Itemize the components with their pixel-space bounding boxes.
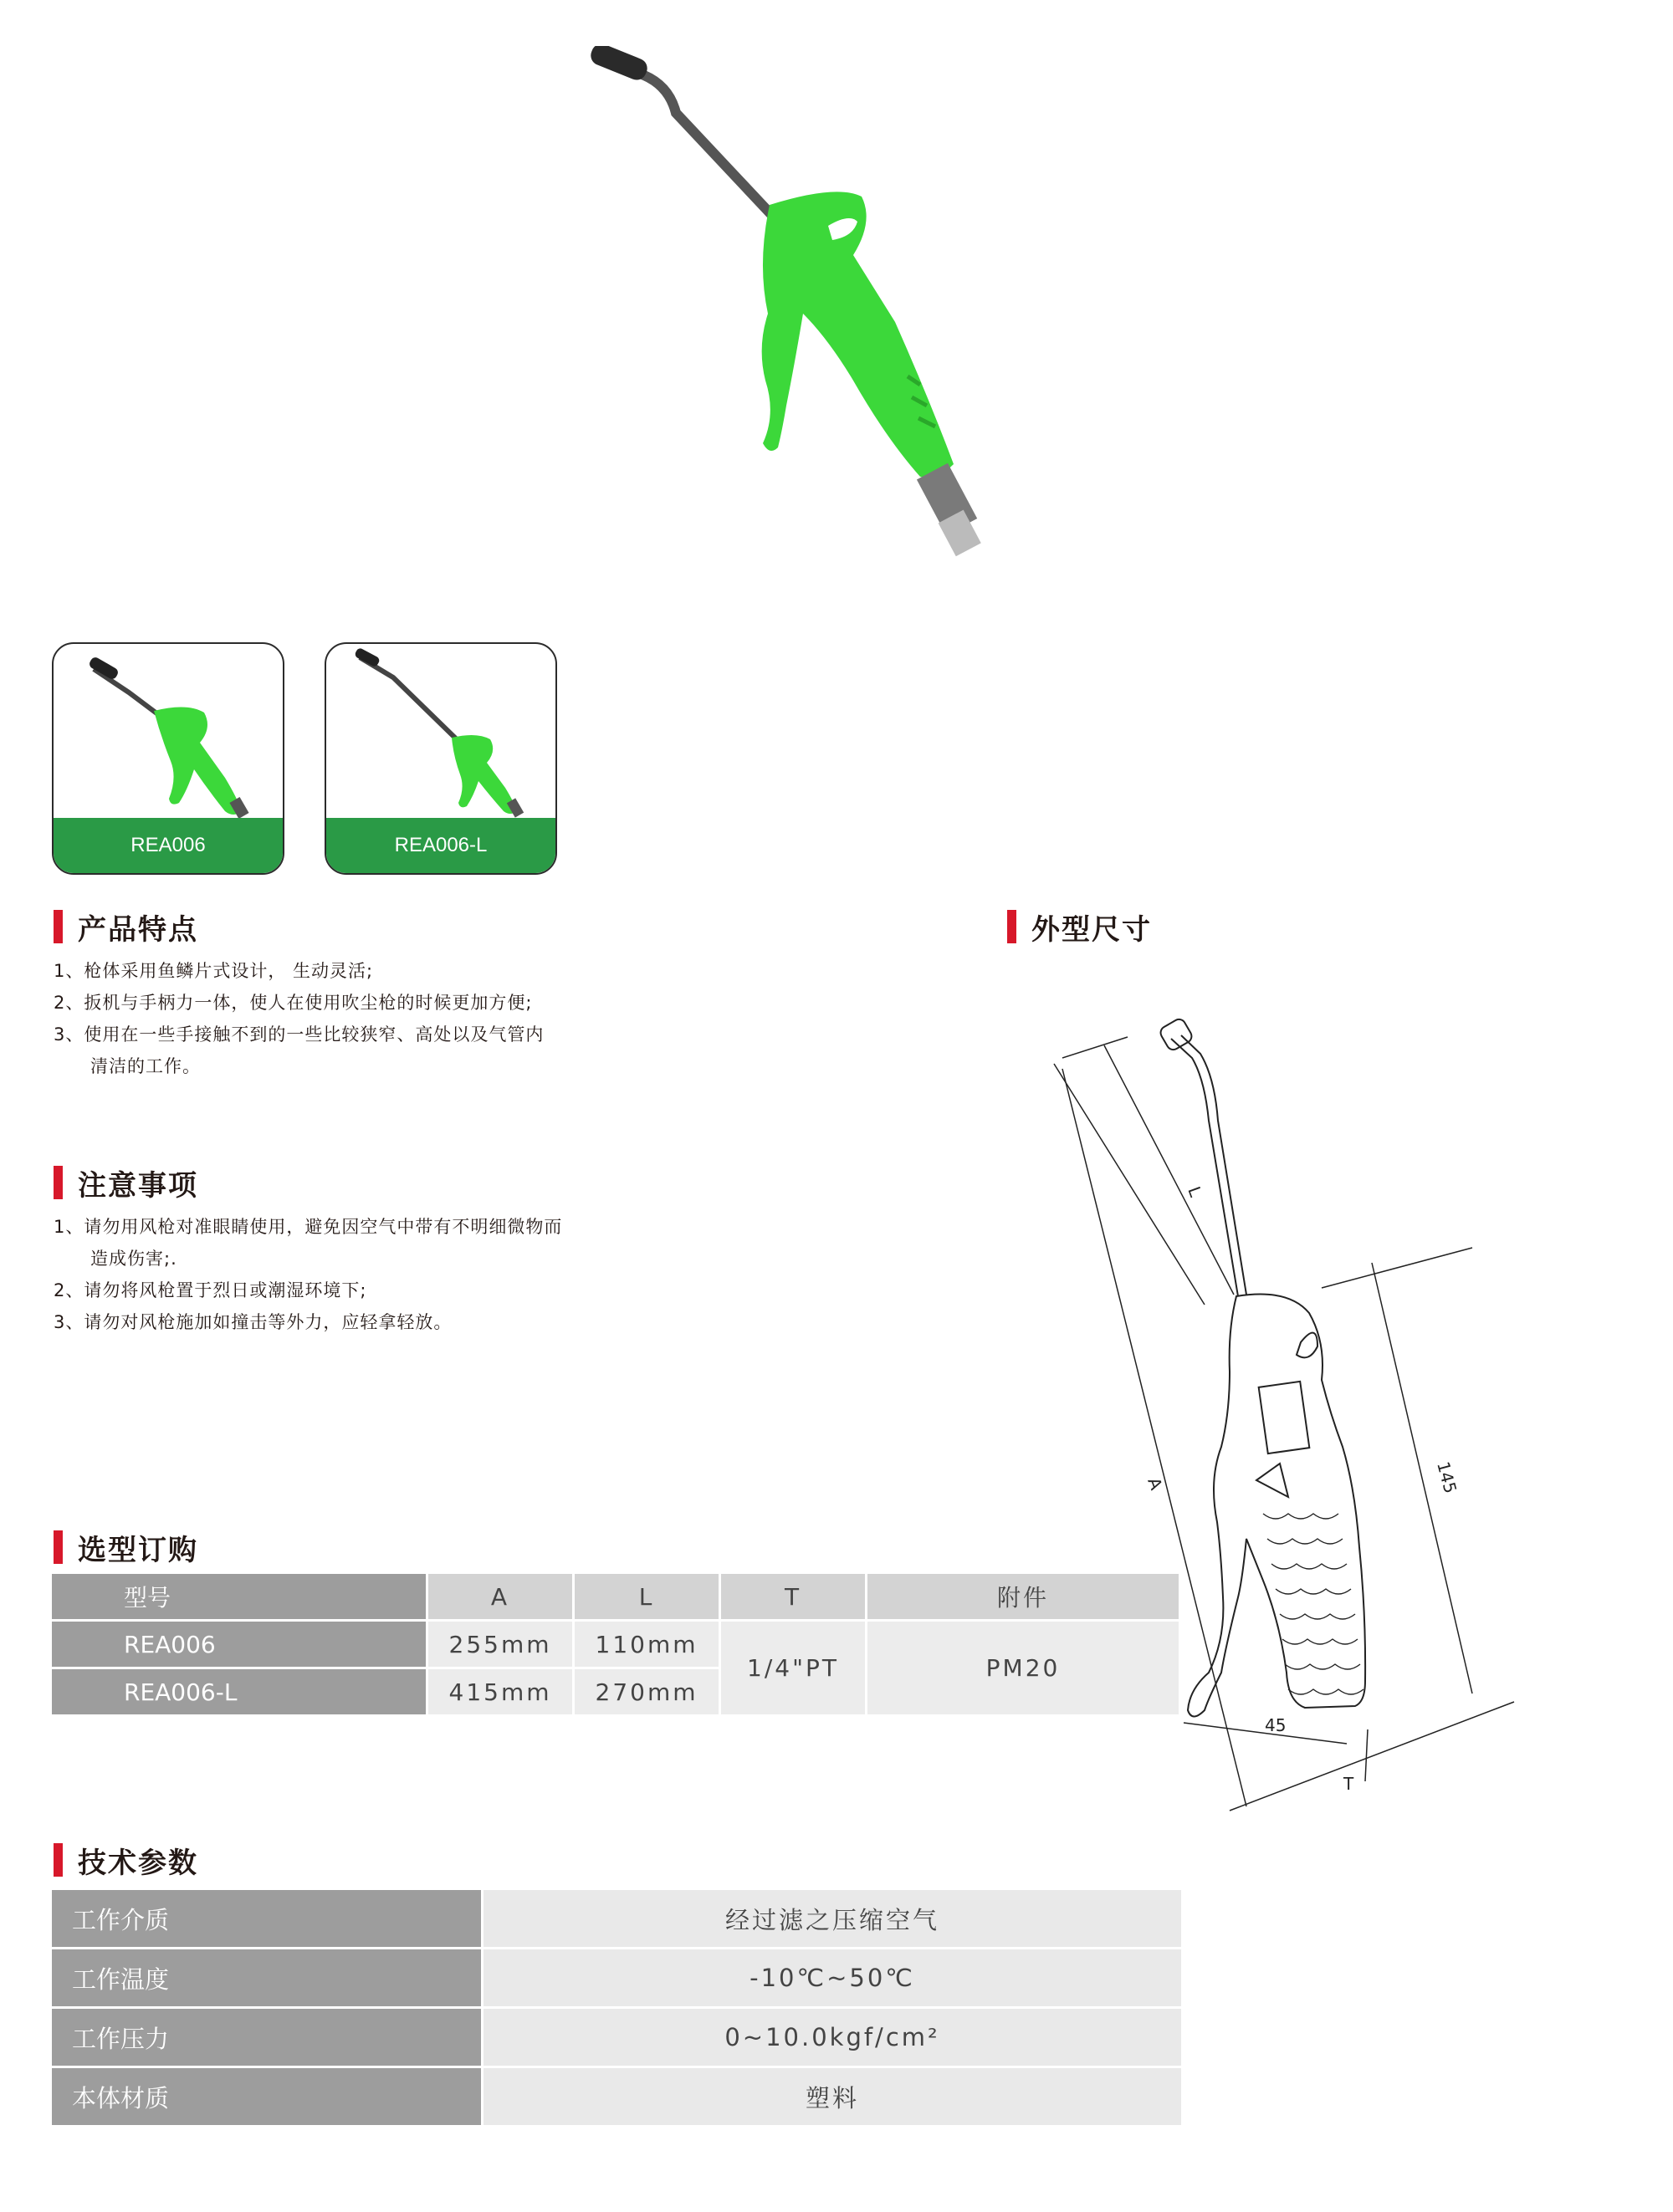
heading-accent-bar bbox=[54, 1530, 63, 1564]
cell-accessory: PM20 bbox=[867, 1621, 1180, 1716]
header-a: A bbox=[427, 1574, 574, 1621]
spec-value: 经过滤之压缩空气 bbox=[483, 1890, 1182, 1949]
header-accessory: 附件 bbox=[867, 1574, 1180, 1621]
cell-a: 415mm bbox=[427, 1668, 574, 1716]
product-model-label: REA006-L bbox=[326, 818, 555, 873]
cell-l: 270mm bbox=[574, 1668, 720, 1716]
header-model: 型号 bbox=[52, 1574, 427, 1621]
cell-model: REA006 bbox=[52, 1621, 427, 1668]
note-line: 2、请勿将风枪置于烈日或潮湿环境下; bbox=[54, 1280, 367, 1300]
table-header-row bbox=[52, 1574, 1180, 1621]
dim-label-t: T bbox=[1343, 1774, 1354, 1794]
dimensions-title: 外型尺寸 bbox=[1031, 912, 1152, 947]
features-list bbox=[54, 955, 544, 1082]
spec-value: 塑料 bbox=[483, 2067, 1182, 2127]
dim-label-l: L bbox=[1184, 1183, 1206, 1200]
dim-label-45: 45 bbox=[1265, 1715, 1287, 1735]
tech-heading bbox=[54, 1842, 198, 1878]
spec-value: -10℃~50℃ bbox=[483, 1949, 1182, 2008]
header-l: L bbox=[574, 1574, 720, 1621]
heading-accent-bar bbox=[54, 1166, 63, 1199]
product-hero-image bbox=[577, 46, 1121, 581]
note-line: 1、请勿用风枪对准眼睛使用，避免因空气中带有不明细微物而 bbox=[54, 1217, 563, 1237]
heading-accent-bar bbox=[1007, 910, 1016, 943]
dim-label-a: A bbox=[1143, 1474, 1167, 1493]
selection-table bbox=[52, 1574, 1181, 1717]
feature-line: 2、扳机与手柄力一体，使人在使用吹尘枪的时候更加方便; bbox=[54, 993, 533, 1013]
selection-title: 选型订购 bbox=[78, 1533, 198, 1567]
notes-title: 注意事项 bbox=[78, 1168, 198, 1203]
cell-t: 1/4"PT bbox=[720, 1621, 867, 1716]
dimensions-heading bbox=[1007, 908, 1152, 945]
table-row bbox=[52, 2008, 1181, 2067]
table-row bbox=[52, 1949, 1181, 2008]
spec-value: 0~10.0kgf/cm² bbox=[483, 2008, 1182, 2067]
product-card-rea006-l[interactable] bbox=[325, 642, 557, 875]
tech-title: 技术参数 bbox=[78, 1846, 198, 1880]
feature-line: 1、枪体采用鱼鳞片式设计， 生动灵活; bbox=[54, 961, 374, 981]
product-thumb-image bbox=[54, 644, 283, 820]
spec-label: 工作温度 bbox=[52, 1949, 483, 2008]
cell-l: 110mm bbox=[574, 1621, 720, 1668]
table-row bbox=[52, 2067, 1181, 2127]
heading-accent-bar bbox=[54, 910, 63, 943]
selection-heading bbox=[54, 1529, 198, 1566]
header-t: T bbox=[720, 1574, 867, 1621]
tech-table bbox=[52, 1890, 1181, 2128]
table-row bbox=[52, 1621, 1180, 1668]
spec-label: 本体材质 bbox=[52, 2067, 483, 2127]
cell-a: 255mm bbox=[427, 1621, 574, 1668]
feature-line: 清洁的工作。 bbox=[90, 1056, 201, 1076]
dim-label-145: 145 bbox=[1433, 1459, 1461, 1496]
notes-list bbox=[54, 1211, 562, 1338]
product-card-rea006[interactable] bbox=[52, 642, 284, 875]
spec-label: 工作介质 bbox=[52, 1890, 483, 1949]
heading-accent-bar bbox=[54, 1843, 63, 1877]
product-thumb-image bbox=[326, 644, 555, 820]
note-line: 造成伤害;. bbox=[90, 1249, 177, 1269]
features-title: 产品特点 bbox=[78, 912, 198, 947]
note-line: 3、请勿对风枪施加如撞击等外力，应轻拿轻放。 bbox=[54, 1312, 453, 1332]
spec-label: 工作压力 bbox=[52, 2008, 483, 2067]
features-heading bbox=[54, 908, 198, 945]
table-row bbox=[52, 1890, 1181, 1949]
notes-heading bbox=[54, 1164, 198, 1201]
feature-line: 3、使用在一些手接触不到的一些比较狭窄、高处以及气管内 bbox=[54, 1024, 545, 1045]
cell-model: REA006-L bbox=[52, 1668, 427, 1716]
product-model-label: REA006 bbox=[54, 818, 283, 873]
